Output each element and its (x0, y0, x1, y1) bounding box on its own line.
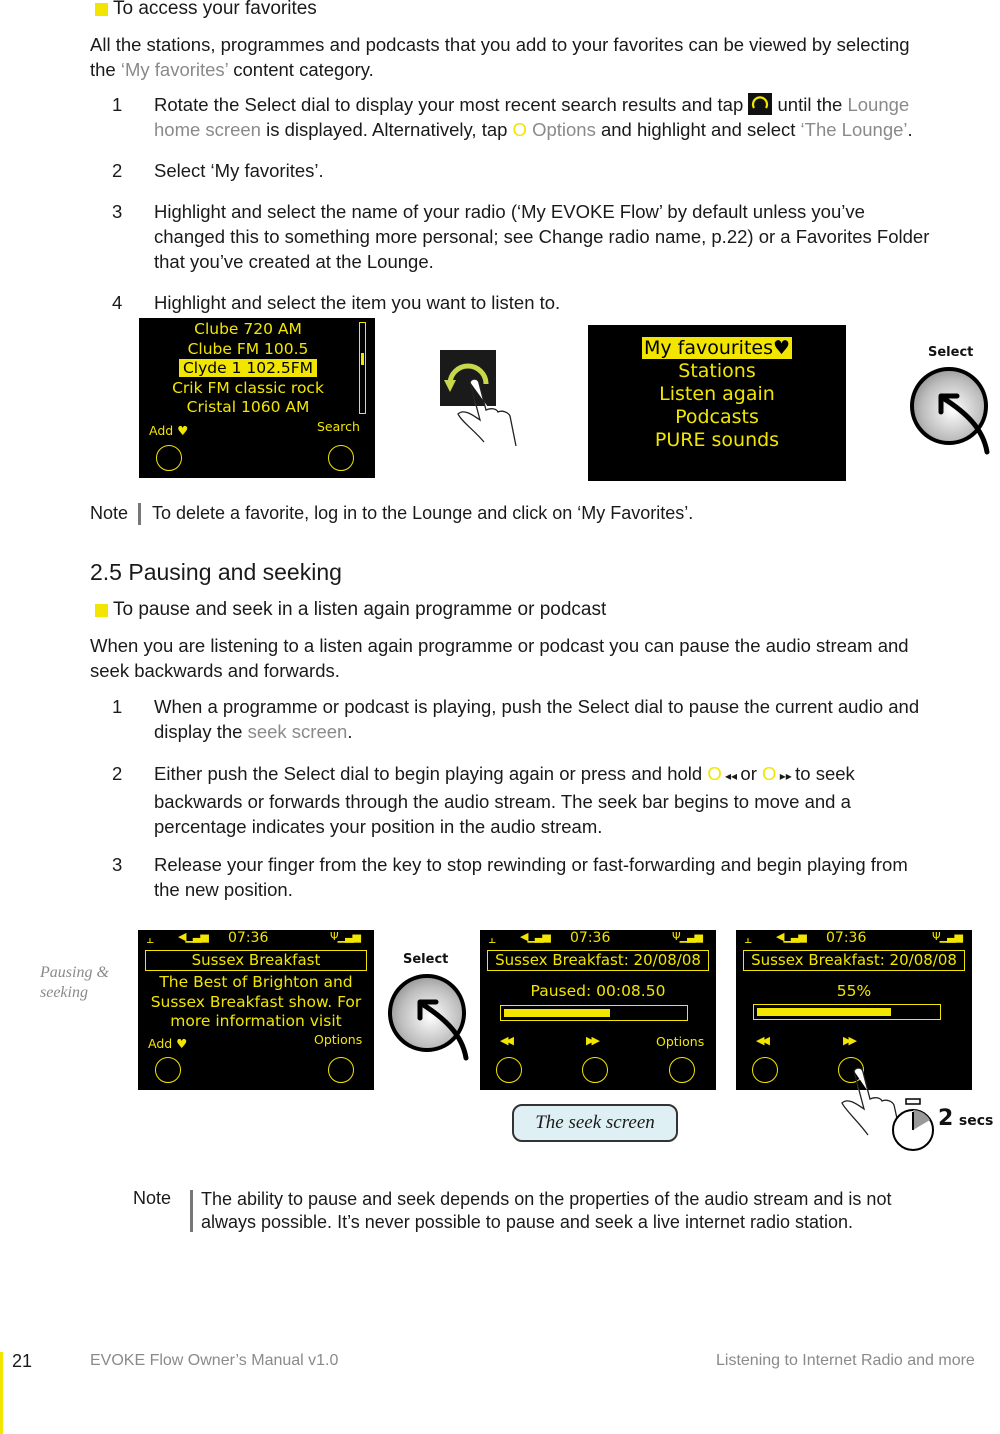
step-line-2: the new position. (154, 879, 293, 900)
lcd-main-menu (588, 325, 846, 481)
step-line-3: percentage indicates your position in the audio stream. (154, 816, 603, 837)
intro-the: the (90, 59, 121, 80)
programme-description (138, 973, 374, 1032)
text: and highlight and select (595, 119, 801, 140)
step-3-line-1: Highlight and select the name of your radio (‘My EVOKE Flow’ by default unless you’ve (154, 201, 865, 222)
softkey-right-circle-icon (669, 1057, 695, 1083)
note-favorites (90, 503, 128, 524)
softkey-right-circle-icon (328, 1057, 354, 1083)
intro-post: content category. (228, 59, 374, 80)
my-favorites-link: ‘My favorites’ (120, 59, 229, 80)
note-line: The ability to pause and seek depends on the properties of the audio stream and is not (201, 1189, 892, 1209)
step-2 (90, 158, 1000, 184)
select-dial-label: Select (403, 952, 449, 967)
heading-text: To pause and seek in a listen again programme or podcast (113, 599, 607, 620)
back-button-icon (748, 93, 772, 115)
menu-item: PURE sounds (654, 429, 780, 451)
stopwatch-icon (888, 1098, 938, 1156)
text: until the (772, 94, 848, 115)
lcd-search-results (139, 318, 375, 478)
note-text: To delete a favorite, log in to the Lounge and click on ‘My Favorites’. (152, 503, 694, 523)
softkey-left-circle-icon (752, 1057, 778, 1083)
scrollbar (359, 322, 366, 414)
station-title: Sussex Breakfast (145, 950, 367, 971)
softkey-left-circle-icon (155, 1057, 181, 1083)
caption-line: seeking (40, 984, 88, 1001)
station-item: Clube 720 AM (194, 320, 302, 338)
push-arrow-icon (414, 996, 474, 1066)
options-label: Options (526, 119, 596, 140)
seek-bar (753, 1004, 941, 1020)
clock: 07:36 (570, 930, 611, 946)
step-line-1: When a programme or podcast is playing, push the Select dial to pause the current audio and (154, 696, 920, 717)
step-number: 1 (112, 696, 123, 717)
intro-paragraph (90, 32, 1000, 82)
scrollbar-thumb (361, 353, 364, 365)
programme-title: Sussex Breakfast: 20/08/08 (743, 950, 965, 971)
page-number: 21 (12, 1351, 33, 1371)
timer-unit: secs (958, 1113, 994, 1129)
description-line: Sussex Breakfast show. For (150, 992, 362, 1011)
intro-line-1: When you are listening to a listen again programme or podcast you can pause the audio stream and (90, 635, 909, 656)
step-1-line-1 (154, 92, 1000, 117)
text: to seek (795, 763, 855, 784)
step-3-line-3: that you’ve created at the Lounge. (154, 251, 434, 272)
intro-line-1: All the stations, programmes and podcasts that you add to your favorites can be viewed by selecting (90, 34, 910, 55)
pause-intro-paragraph (90, 633, 909, 683)
softkey-circle-icon: O (512, 119, 527, 140)
caption-line: Pausing & (40, 964, 109, 981)
softkey-circle-icon: O (707, 763, 722, 784)
softkey-left-circle-icon (496, 1057, 522, 1083)
programme-title: Sussex Breakfast: 20/08/08 (487, 950, 709, 971)
softkey-label-options: Options (314, 1032, 363, 1047)
station-item-selected: Clyde 1 102.5FM (139, 359, 357, 379)
timer-label (938, 1106, 993, 1131)
timer-seconds: 2 (938, 1106, 954, 1131)
note-label: Note (133, 1188, 172, 1208)
home-screen-link: home screen (154, 119, 261, 140)
wifi-signal-icon: Ψ▁▃▅ (329, 930, 360, 943)
softkey-left-circle-icon (156, 445, 182, 471)
rewind-icon: ◀◀ (756, 1034, 767, 1047)
clock: 07:36 (826, 930, 867, 946)
network-icon: ⫠ (488, 932, 496, 947)
step-number: 4 (112, 292, 123, 313)
step-line-2 (154, 719, 1000, 744)
note-divider (190, 1190, 193, 1232)
text: . (907, 119, 913, 140)
softkey-label-add: Add ♥ (148, 1036, 188, 1051)
menu-item-selected: My favourites♥ (643, 337, 791, 359)
clock: 07:36 (228, 930, 269, 946)
manual-title: EVOKE Flow Owner’s Manual v1.0 (90, 1352, 339, 1369)
note-line: always possible. It’s never possible to pause and seek a live internet radio station. (201, 1212, 854, 1232)
heading-text: To access your favorites (113, 0, 317, 19)
step-line-1 (154, 761, 1000, 789)
step-number: 3 (112, 201, 123, 222)
lcd-now-playing (138, 930, 374, 1090)
step-1-line-2 (154, 117, 1000, 142)
intro-line-2 (90, 57, 1000, 82)
menu-item: Stations (678, 360, 756, 382)
step-line-2: backwards or forwards through the audio stream. The seek bar begins to move and a (154, 791, 851, 812)
step-3 (90, 199, 1000, 277)
tap-back-button-illustration (440, 350, 540, 450)
hand-tap-icon (440, 350, 540, 450)
text: is displayed. Alternatively, tap (260, 119, 513, 140)
seek-screen-link: seek screen (247, 721, 348, 742)
section-heading-favorites (95, 0, 895, 24)
station-item: Cristal 1060 AM (186, 398, 310, 416)
pause-step-1 (90, 694, 1000, 746)
chapter-title: Listening to Internet Radio and more (716, 1352, 975, 1369)
section-heading-pause-seek (95, 599, 895, 625)
note-text (201, 1188, 891, 1234)
softkey-label-search: Search (317, 419, 360, 434)
select-dial-label: Select (928, 345, 974, 360)
lounge-link: Lounge (847, 94, 910, 115)
text: . (347, 721, 353, 742)
step-3-line-2: changed this to something more personal; see Change radio name, p.22) or a Favorites Folder (154, 226, 930, 247)
text: display the (154, 721, 248, 742)
step-1 (90, 92, 1000, 144)
step-line-1: Release your finger from the key to stop rewinding or fast-forwarding and begin playing from (154, 854, 908, 875)
volume-signal-icon: ◀▁▃▅ (178, 930, 208, 943)
note-label: Note (90, 503, 129, 523)
softkey-label-add: Add ♥ (149, 423, 189, 438)
network-icon: ⫠ (744, 932, 752, 947)
fast-forward-icon: ▶▶ (843, 1034, 854, 1047)
station-item: Crik FM classic rock (172, 378, 324, 397)
lcd-seek-paused (480, 930, 716, 1090)
status-bar (138, 930, 374, 950)
volume-signal-icon: ◀▁▃▅ (776, 930, 806, 943)
rewind-icon: ◂◂ (721, 769, 741, 783)
paused-status: Paused: 00:08.50 (530, 982, 666, 1000)
softkey-right-circle-icon (328, 445, 354, 471)
seek-screen-caption: The seek screen (512, 1104, 678, 1142)
seek-bar-fill (757, 1008, 891, 1016)
section-title-pausing-seeking: 2.5 Pausing and seeking (90, 559, 342, 585)
note-divider (138, 503, 141, 525)
seek-percentage: 55% (836, 982, 872, 1000)
softkey-label-options: Options (656, 1034, 705, 1049)
side-caption (40, 963, 109, 1003)
volume-signal-icon: ◀▁▃▅ (520, 930, 550, 943)
yellow-square-bullet-icon (95, 3, 108, 16)
push-arrow-icon (935, 390, 995, 460)
step-text: Select ‘My favorites’. (154, 160, 324, 181)
menu-item: Podcasts (675, 406, 759, 428)
step-number: 2 (112, 160, 123, 181)
seek-bar (500, 1005, 688, 1021)
step-number: 2 (112, 763, 123, 784)
text: or (740, 763, 763, 784)
step-number: 1 (112, 94, 123, 115)
description-line: The Best of Brighton and (159, 973, 353, 991)
softkey-circle-icon: O (762, 763, 777, 784)
step-text: Highlight and select the item you want to listen to. (154, 292, 561, 313)
station-item: Clube FM 100.5 (187, 339, 309, 358)
footer-accent-bar (0, 1352, 3, 1434)
yellow-square-bullet-icon (95, 604, 108, 617)
intro-line-2: seek backwards and forwards. (90, 660, 340, 681)
fast-forward-icon: ▸▸ (776, 769, 796, 783)
fast-forward-icon: ▶▶ (586, 1034, 597, 1047)
status-bar (480, 930, 716, 950)
the-lounge-link: ‘The Lounge’ (800, 119, 908, 140)
station-list (139, 320, 357, 418)
softkey-middle-circle-icon (582, 1057, 608, 1083)
pause-step-3 (90, 852, 1000, 904)
menu-item: Listen again (659, 383, 775, 405)
network-icon: ⫠ (146, 932, 154, 947)
description-line: more information visit (170, 1012, 342, 1030)
seek-bar-fill (504, 1009, 610, 1017)
step-4 (90, 290, 1000, 316)
status-bar (736, 930, 972, 950)
text: Either push the Select dial to begin playing again or press and hold (154, 763, 708, 784)
step-number: 3 (112, 854, 123, 875)
text: Rotate the Select dial to display your most recent search results and tap (154, 94, 749, 115)
wifi-signal-icon: Ψ▁▃▅ (671, 930, 702, 943)
rewind-icon: ◀◀ (500, 1034, 511, 1047)
wifi-signal-icon: Ψ▁▃▅ (931, 930, 962, 943)
pause-step-2 (90, 761, 1000, 839)
menu-list (588, 337, 846, 452)
